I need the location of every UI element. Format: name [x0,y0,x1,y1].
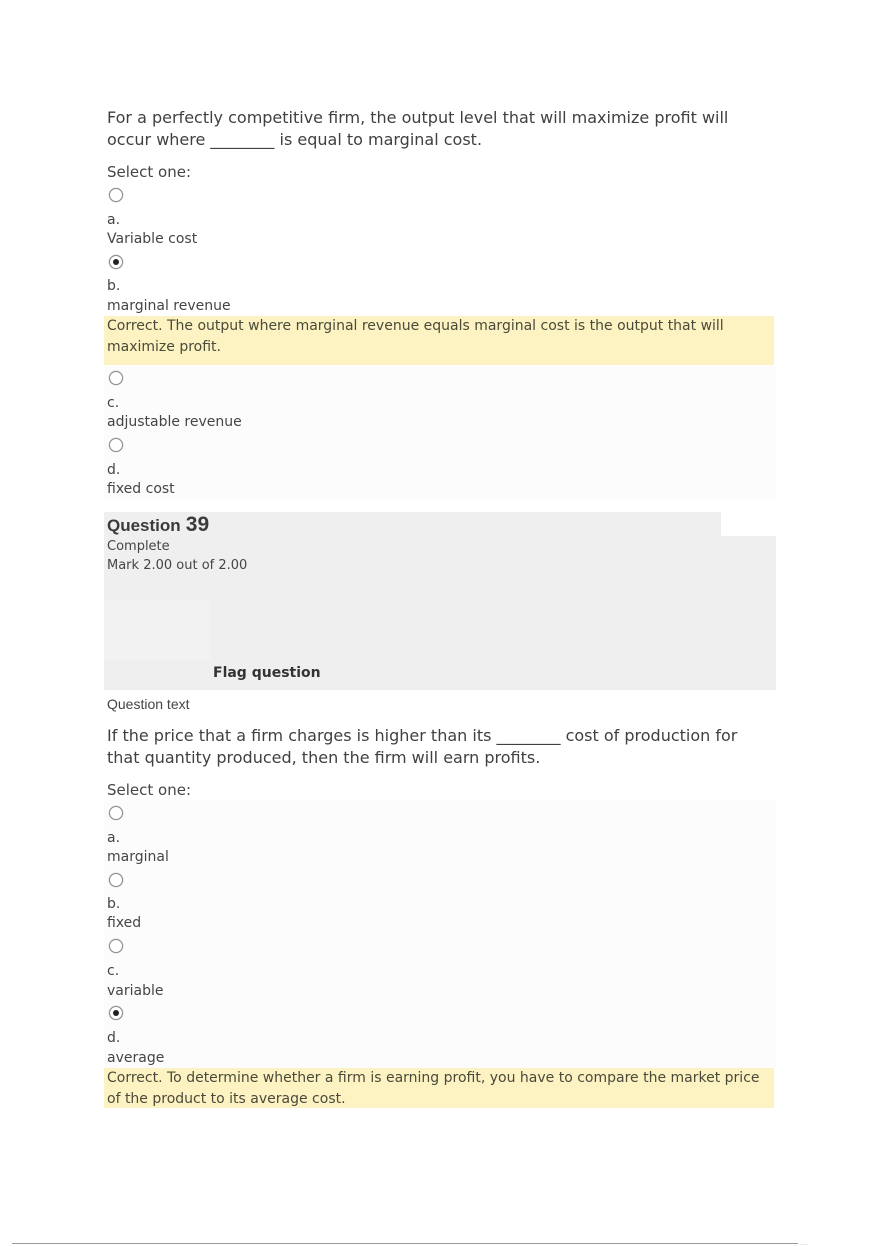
info-panel-notch [721,512,776,536]
option-q39-c-label[interactable]: variable [107,983,164,999]
question-mark: Mark 2.00 out of 2.00 [107,558,248,573]
option-q39-a-label[interactable]: marginal [107,849,169,865]
radio-q38-b[interactable] [109,255,123,269]
radio-q39-c[interactable] [109,939,123,953]
radio-q38-a[interactable] [109,188,123,202]
feedback-text: Correct. To determine whether a firm is earning profit, you have to compare the market price of the product to its average cost. [107,1070,760,1107]
radio-q39-d[interactable] [109,1006,123,1020]
radio-q39-b[interactable] [109,873,123,887]
feedback-q38 [104,316,774,365]
option-q38-c-label[interactable]: adjustable revenue [107,414,242,430]
info-panel-shade [104,600,210,660]
select-one-label: Select one: [107,163,192,181]
flag-question-link[interactable]: Flag question [213,665,321,681]
feedback-text: Correct. The output where marginal revenue equals marginal cost is the output that will maximize profit. [107,318,724,355]
radio-q38-d[interactable] [109,438,123,452]
option-q38-d-label[interactable]: fixed cost [107,481,175,497]
option-q38-b-label[interactable]: marginal revenue [107,298,231,314]
question-status: Complete [107,539,170,554]
footer-mark: ... [800,1240,809,1247]
option-letter: a. [107,212,121,228]
answer-area [104,800,776,1068]
question-label: Question [107,516,181,535]
footer-divider [12,1243,798,1244]
option-letter: d. [107,1030,121,1046]
question-38-text: For a perfectly competitive firm, the output level that will maximize profit will occur where ________ is equal to marginal cost. [107,108,729,149]
radio-q39-a[interactable] [109,806,123,820]
question-number [107,513,209,537]
question-number-value: 39 [185,513,210,536]
option-q38-a-label[interactable]: Variable cost [107,231,198,247]
option-letter: b. [107,896,121,912]
option-letter: c. [107,395,120,411]
answer-area [104,366,776,500]
feedback-q39 [104,1068,774,1108]
option-letter: b. [107,278,121,294]
question-text-label: Question text [107,696,190,712]
option-letter: c. [107,963,120,979]
option-q39-b-label[interactable]: fixed [107,915,142,931]
radio-q38-c[interactable] [109,371,123,385]
option-letter: a. [107,830,121,846]
option-q39-d-label[interactable]: average [107,1050,165,1066]
question-39-text: If the price that a firm charges is higher than its ________ cost of production for that quantity produced, then the firm will earn profits. [107,726,738,767]
option-letter: d. [107,462,121,478]
select-one-label: Select one: [107,781,192,799]
